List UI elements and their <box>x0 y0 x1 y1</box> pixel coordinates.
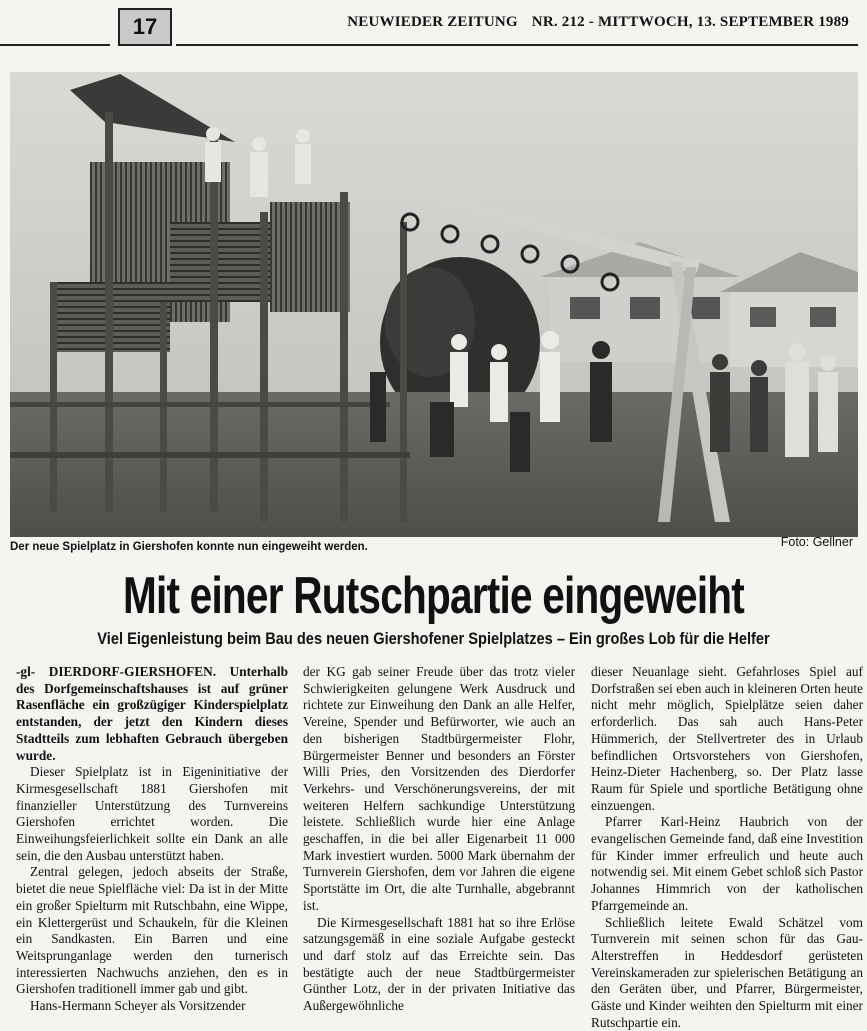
article-paragraph: Die Kirmesgesellschaft 1881 hat so ihre Erlöse satzungsgemäß in eine soziale Aufgabe gesteckt und darf stolz auf das Erreichte sein. Das bestätigte auch der neue Stadtbürgermeister Günther Lotz, der in der privaten Initiative das Außergewöhnliche <box>303 914 575 1014</box>
photo-credit: Foto: Gellner <box>780 535 853 549</box>
article-paragraph: Dieser Spielplatz ist in Eigeninitiative der Kirmesgesellschaft 1881 Giershofen mit finanzieller Unterstützung des Turnvereins Giershofen errichtet worden. Die Einweihungsfeierlichkeit sollte ein Dank an alle sein, die den Ausbau unterstützt haben. <box>16 764 288 863</box>
article-paragraph: Pfarrer Karl-Heinz Haubrich von der evangelischen Gemeinde fand, daß eine Investition für Kinder immer erfreulich und heute auch notwendig sei. Mit einem Gebet schloß sich Pastor Johannes Himmrich von der katholischen Pfarrgemeinde an. <box>591 814 863 913</box>
article-column-3 <box>591 664 863 1031</box>
playground-photo <box>10 72 858 537</box>
article-column-2 <box>303 664 575 1015</box>
issue-info: NR. 212 - MITTWOCH, 13. SEPTEMBER 1989 <box>531 14 849 30</box>
photo-caption: Der neue Spielplatz in Giershofen konnte nun eingeweiht werden. <box>10 541 368 553</box>
article-lead: -gl- DIERDORF-GIERSHOFEN. Unterhalb des Dorfgemeinschaftshauses ist auf grüner Rasenfläche ein großzügiger Kinderspielplatz entstanden, der jetzt den Kindern dieses Stadtteils zum lebhaften Gebrauch übergeben wurde. <box>16 664 288 763</box>
photo-illustration <box>10 72 858 537</box>
masthead <box>347 14 849 31</box>
article-paragraph: Zentral gelegen, jedoch abseits der Straße, bietet die neue Spielfläche viel: Da ist in der Mitte ein großer Spielturm mit Rutschbahn, eine Wippe, ein Klettergerüst und Schaukeln, für die Kleinen ein Sandkasten. Ein Barren und eine Weitsprunganlage werden den turnerisch interessierten Nachwuchs anziehen, den es in Giershofen traditionell immer gab und gibt. <box>16 864 288 997</box>
article-paragraph: dieser Neuanlage sieht. Gefahrloses Spiel auf Dorfstraßen sei eben auch in kleineren Orten heute nicht mehr möglich, Spielplätze seien daher erforderlich. Das sah auch Hans-Peter Hümmerich, der Stellvertreter des in Urlaub befindlichen Ortsvorstehers von Giershofen, Heinz-Dieter Hachenberg, so. Der Platz lasse Raum für Spiele und sportliche Betätigung ohne einzuengen. <box>591 664 863 813</box>
article-paragraph: Schließlich leitete Ewald Schätzel vom Turnverein mit seinen schon für das Gau-Alterstreffen in Heddesdorf gerüsteten Vereinskameraden zur spielerischen Betätigung an den Geräten über, und Pfarrer, Bürgermeister, Gäste und Kinder weihten den Spielturm mit einer Rutschpartie ein. <box>591 914 863 1030</box>
article-subheadline: Viel Eigenleistung beim Bau des neuen Giershofener Spielplatzes – Ein großes Lob für die Helfer <box>97 629 770 648</box>
page-number: 17 <box>118 8 172 46</box>
article-headline: Mit einer Rutschpartie eingeweiht <box>122 567 745 625</box>
article-paragraph: der KG gab seiner Freude über das trotz vieler Schwierigkeiten gelungene Werk Ausdruck und richtete zur Einweihung den Dank an alle Helfer, Vereine, Spender und Befürworter, wie auch an den bisherigen Stadtbürgermeister Flohr, Bürgermeister Benner und besonders an Förster Willi Pries, den Vorsitzenden des Dierdorfer Verkehrs- und Verschönerungsvereins, der mit weiteren Helfern sachkundige Unterstützung leistete. Schließlich wurde hier eine Anlage geschaffen, in die bei aller Eigenarbeit 11 000 Mark investiert wurden. 5000 Mark übernahm der Turnverein Giershofen, dem vor Jahren die eigene Sportstätte im Ort, die alte Turnhalle, abgebrannt ist. <box>303 664 575 913</box>
article-column-1 <box>16 664 288 1015</box>
header-rule-left <box>0 44 110 46</box>
header-rule-right <box>176 44 858 46</box>
newspaper-name: NEUWIEDER ZEITUNG <box>347 14 518 30</box>
article-paragraph: Hans-Hermann Scheyer als Vorsitzender <box>30 998 246 1014</box>
